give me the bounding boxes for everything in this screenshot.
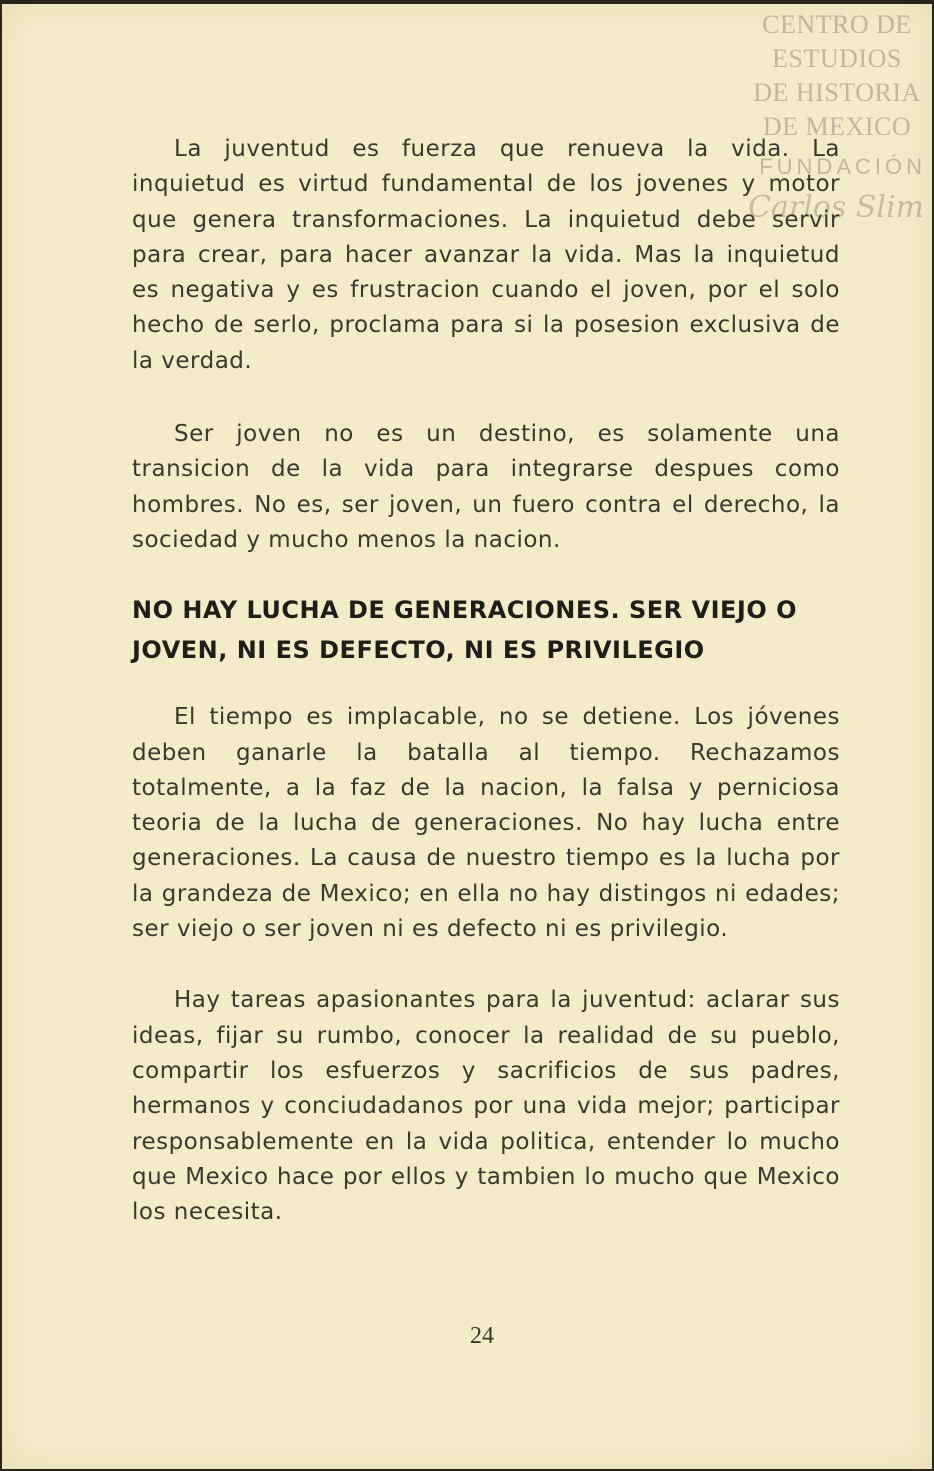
stamp-line-2: ESTUDIOS (772, 44, 902, 73)
stamp-line-4: DE MEXICO (762, 112, 912, 141)
page-number: 24 (470, 1323, 494, 1349)
page-content (132, 132, 840, 1230)
paragraph-4: Hay tareas apasionantes para la juventud: aclarar sus ideas, fijar su rumbo, conocer la realidad de su pueblo, compartir los esfuerzos y sacrificios de sus padres, hermanos y conciudadanos por una vida mejor; participar responsablemente en la vida politica, entender lo mucho que Mexico hace por ellos y tambien lo mucho que Mexico los necesita. (132, 987, 840, 1226)
paragraph-3: El tiempo es implacable, no se detiene. Los jóvenes deben ganarle la batalla al tiempo. Rechazamos totalmente, a la faz de la nacion, la falsa y perniciosa teoria de la lucha de generaciones. No hay lucha entre generaciones. La causa de nuestro tiempo es la lucha por la grandeza de Mexico; en ella no hay distingos ni edades; ser viejo o ser joven ni es defecto ni es privilegio. (132, 704, 840, 943)
stamp-line-1: CENTRO DE (762, 10, 912, 39)
stamp-line-3: DE HISTORIA (753, 78, 921, 107)
archive-stamp (746, 8, 928, 144)
book-page (2, 4, 932, 1469)
section-heading: NO HAY LUCHA DE GENERACIONES. SER VIEJO O JOVEN, NI ES DEFECTO, NI ES PRIVILEGIO (132, 596, 797, 665)
paragraph-1: La juventud es fuerza que renueva la vida. La inquietud es virtud fundamental de los jovenes y motor que genera transformaciones. La inquietud debe servir para crear, para hacer avanzar la vida. Mas la inquietud es negativa y es frustracion cuando el joven, por el solo hecho de serlo, proclama para si la posesion exclusiva de la verdad. (132, 136, 840, 374)
foundation-stamp: FUNDACIÓN (759, 154, 926, 179)
paragraph-2: Ser joven no es un destino, es solamente una transicion de la vida para integrarse despues como hombres. No es, ser joven, un fuero contra el derecho, la sociedad y mucho menos la nacion. (132, 421, 840, 553)
signature-stamp: Carlos Slim (748, 190, 924, 225)
